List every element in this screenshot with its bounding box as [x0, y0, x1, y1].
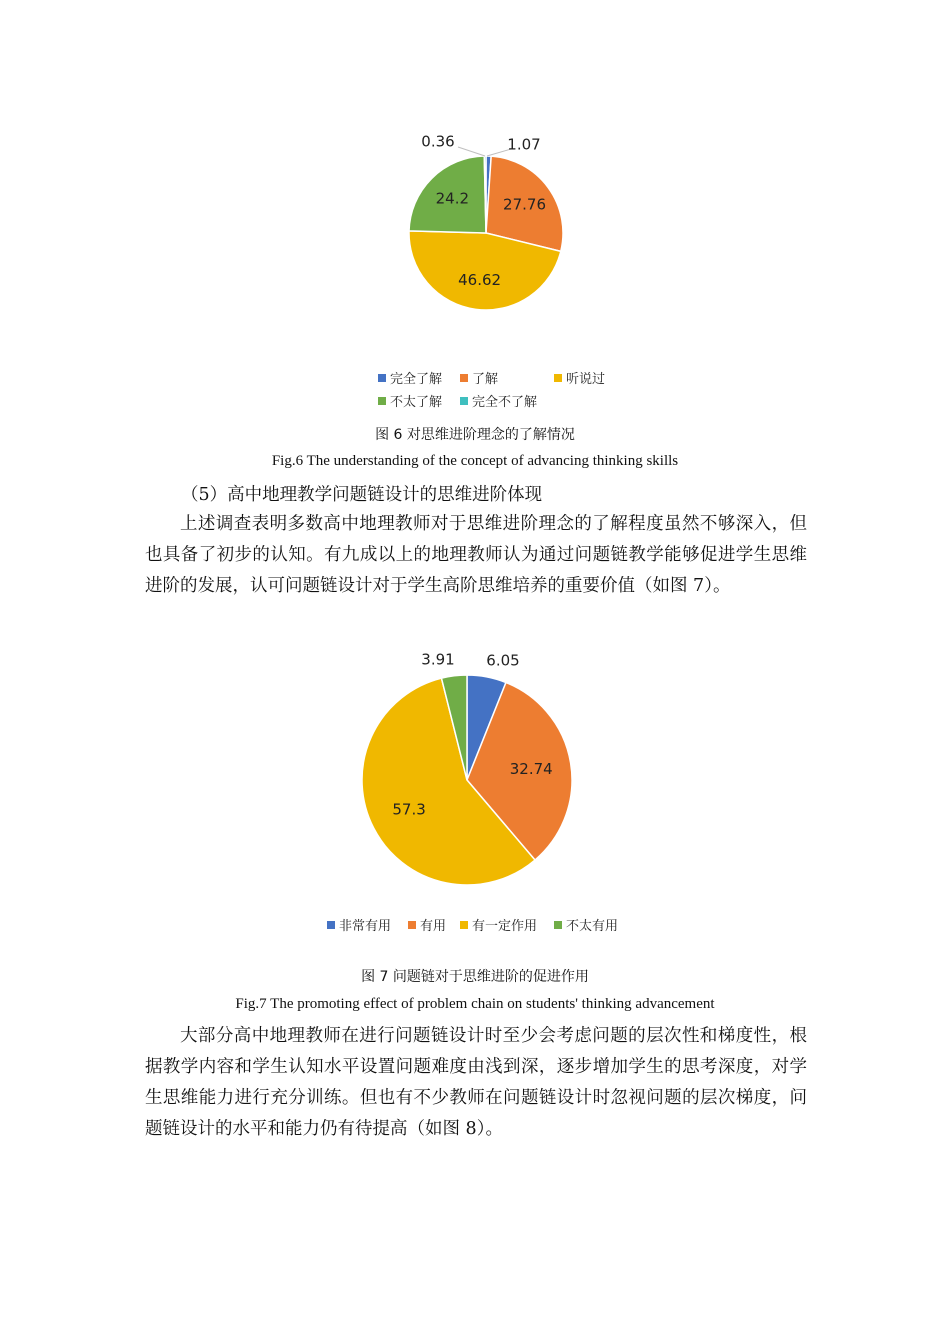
fig6-legend-swatch [554, 374, 562, 382]
fig7-legend-label: 非常有用 [339, 919, 392, 934]
fig6-legend-label: 不太了解 [390, 395, 443, 410]
pie7-data-label-1: 32.74 [509, 759, 553, 778]
fig6-legend-item [554, 368, 605, 387]
pie6-data-label-2: 46.62 [458, 270, 502, 289]
fig6-legend-swatch [378, 397, 386, 405]
fig7-legend-item [554, 915, 618, 934]
paragraph-2: 大部分高中地理教师在进行问题链设计时至少会考虑问题的层次性和梯度性，根据教学内容和学生认知水平设置问题难度由浅到深，逐步增加学生的思考深度，对学生思维能力进行充分训练。但也有不少教师在问题链设计时忽视问题的层次梯度，问题链设计的水平和能力仍有待提高（如图 8）。 [145, 1026, 807, 1139]
fig6-legend-swatch [460, 374, 468, 382]
fig6-legend-label: 完全不了解 [472, 395, 538, 410]
pie7-data-label-2: 57.3 [392, 800, 426, 819]
section-heading: （5）高中地理教学问题链设计的思维进阶体现 [181, 485, 543, 505]
pie6-leader-line [458, 147, 485, 156]
fig6-caption-en: Fig.6 The understanding of the concept of advancing thinking skills [271, 453, 679, 469]
fig6-legend-label: 听说过 [566, 372, 606, 387]
fig7-legend-swatch [554, 921, 562, 929]
fig6-pie-chart [380, 125, 590, 325]
pie6-data-label-0: 1.07 [507, 135, 541, 154]
fig7-legend-swatch [460, 921, 468, 929]
pie7-data-label-3: 3.91 [421, 650, 455, 669]
fig6-legend-swatch [378, 374, 386, 382]
fig7-legend-label: 有用 [420, 919, 447, 934]
fig7-legend-label: 有一定作用 [472, 919, 538, 934]
fig6-legend-item [378, 391, 442, 410]
fig6-caption-zh: 图 6 对思维进阶理念的了解情况 [375, 427, 575, 443]
pie7-data-label-0: 6.05 [486, 651, 520, 670]
fig7-legend-swatch [408, 921, 416, 929]
fig7-legend-swatch [327, 921, 335, 929]
fig6-legend-item [460, 391, 537, 410]
pie6-data-label-4: 0.36 [421, 132, 455, 151]
fig6-legend-swatch [460, 397, 468, 405]
pie6-data-label-3: 24.2 [435, 189, 470, 208]
fig6-legend-item [460, 368, 498, 387]
fig7-pie-chart [350, 645, 590, 890]
pie6-data-label-1: 27.76 [503, 195, 547, 214]
fig7-caption-en: Fig.7 The promoting effect of problem chain on students' thinking advancement [235, 996, 715, 1012]
fig7-legend-item [327, 915, 391, 934]
fig7-legend-item [408, 915, 446, 934]
fig6-legend-label: 完全了解 [390, 372, 443, 387]
fig7-legend-item [460, 915, 537, 934]
fig7-caption-zh: 图 7 问题链对于思维进阶的促进作用 [361, 969, 589, 985]
fig7-legend-label: 不太有用 [566, 919, 619, 934]
fig6-legend-label: 了解 [472, 372, 499, 387]
fig6-legend-item [378, 368, 442, 387]
paragraph-1: 上述调查表明多数高中地理教师对于思维进阶理念的了解程度虽然不够深入，但也具备了初步的认知。有九成以上的地理教师认为通过问题链教学能够促进学生思维进阶的发展，认可问题链设计对于学生高阶思维培养的重要价值（如图 7）。 [145, 514, 807, 596]
